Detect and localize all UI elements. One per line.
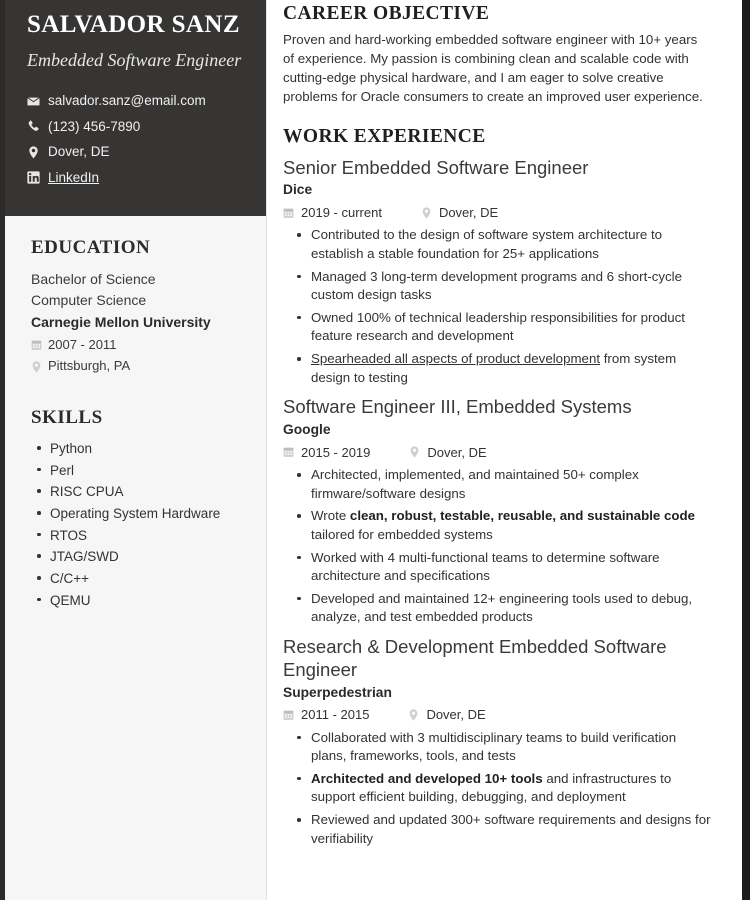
job-bullet-list	[283, 729, 712, 849]
job-bullet	[283, 590, 712, 627]
location-pin-icon	[421, 207, 432, 219]
bullet-text-normal: Reviewed and updated 300+ software requirements and designs for verifiability	[311, 812, 711, 846]
linkedin-icon	[27, 171, 40, 184]
job-company: Google	[283, 422, 331, 437]
bullet-text-normal: tailored for embedded systems	[311, 526, 493, 542]
contact-row-envelope	[27, 91, 244, 111]
contact-text: (123) 456-7890	[48, 118, 141, 134]
jobs-container	[283, 157, 712, 849]
job-bullet	[283, 309, 712, 346]
job-bullet	[283, 268, 712, 305]
location-pin-icon	[31, 361, 42, 373]
education-field: Computer Science	[31, 292, 147, 309]
contact-row-phone	[27, 117, 244, 137]
skill-item: RTOS	[31, 526, 244, 545]
job-bullet	[283, 811, 712, 848]
job-bullet	[283, 770, 712, 807]
contact-row-linkedin[interactable]	[27, 168, 244, 188]
main-content	[268, 0, 742, 900]
skills-list	[31, 439, 244, 610]
contact-text: Dover, DE	[48, 144, 110, 160]
right-edge-strip	[742, 0, 750, 900]
job-meta-row	[283, 203, 712, 223]
bullet-text-normal: Managed 3 long-term development programs and 6 short-cycle custom design tasks	[311, 268, 683, 303]
job-entry	[283, 396, 712, 627]
envelope-icon	[27, 95, 40, 108]
bullet-text-bold: clean, robust, testable, reusable, and sustainable code	[349, 508, 696, 524]
job-bullet-list	[283, 466, 712, 627]
education-school: Carnegie Mellon University	[31, 313, 211, 330]
skill-item: Perl	[31, 461, 244, 480]
job-bullet	[283, 507, 712, 544]
job-dates: 2011 - 2015	[301, 707, 370, 723]
contact-text[interactable]: LinkedIn	[48, 169, 100, 185]
job-company: Dice	[283, 182, 313, 198]
calendar-icon	[31, 339, 42, 351]
job-bullet	[283, 226, 712, 263]
job-company: Superpedestrian	[283, 684, 392, 700]
phone-icon	[27, 120, 40, 133]
work-experience-heading: WORK EXPERIENCE	[283, 125, 486, 147]
location-pin-icon	[408, 709, 419, 721]
bullet-text-bold: Architected and developed 10+ tools	[311, 770, 543, 786]
bullet-text-normal: Owned 100% of technical leadership responsibilities for product feature research and development	[311, 309, 686, 344]
calendar-icon	[283, 709, 294, 721]
bullet-text-normal: Contributed to the design of software system architecture to establish a stable foundation for 25+ applications	[311, 227, 663, 261]
job-meta-row	[283, 705, 712, 725]
skills-heading: SKILLS	[31, 407, 103, 429]
skill-item: Python	[31, 439, 244, 458]
skill-item: JTAG/SWD	[31, 547, 244, 566]
skill-item: QEMU	[31, 591, 244, 610]
job-location: Dover, DE	[427, 444, 487, 460]
education-heading: EDUCATION	[31, 236, 151, 258]
job-meta-row	[283, 443, 712, 463]
job-bullet	[283, 549, 712, 586]
contact-text: salvador.sanz@email.com	[48, 93, 206, 109]
education-dates: 2007 - 2011	[48, 336, 117, 352]
contact-list	[27, 91, 244, 187]
education-location: Pittsburgh, PA	[48, 358, 131, 374]
bullet-text-normal: from system design to testing	[311, 351, 677, 385]
job-entry	[283, 636, 712, 848]
candidate-name: SALVADOR SANZ	[27, 11, 240, 38]
candidate-title: Embedded Software Engineer	[27, 49, 242, 70]
location-pin-icon	[409, 446, 420, 458]
bullet-text-normal: Worked with 4 multi-functional teams to determine software architecture and specifications	[311, 549, 660, 584]
bullet-text-normal: Wrote	[311, 508, 350, 524]
education-location-row	[31, 356, 244, 377]
job-dates: 2015 - 2019	[301, 444, 371, 460]
job-dates: 2019 - current	[301, 204, 382, 220]
sidebar-body	[5, 216, 266, 610]
job-entry	[283, 157, 712, 388]
job-bullet	[283, 350, 712, 387]
job-bullet	[283, 466, 712, 503]
job-bullet	[283, 729, 712, 766]
skill-item: C/C++	[31, 569, 244, 588]
skill-item: RISC CPUA	[31, 482, 244, 501]
contact-row-location-pin	[27, 142, 244, 162]
job-bullet-list	[283, 226, 712, 387]
objective-text: Proven and hard-working embedded software engineer with 10+ years of experience. My passion is combining clean and scalable code with cutting-edge physical hardware, and I am eager to solve creative problems for Oracle consumers to create an improved user experience.	[283, 32, 703, 104]
calendar-icon	[283, 446, 294, 458]
job-location: Dover, DE	[426, 707, 486, 723]
sidebar	[5, 0, 267, 900]
job-location: Dover, DE	[438, 204, 499, 220]
bullet-text-normal: and infrastructures to support efficient building, debugging, and deployment	[311, 770, 672, 805]
sidebar-header-panel	[5, 0, 266, 216]
bullet-text-normal: Architected, implemented, and maintained 50+ complex firmware/software designs	[311, 467, 639, 501]
job-role: Research & Development Embedded Software Engineer	[283, 636, 667, 680]
job-role: Software Engineer III, Embedded Systems	[283, 396, 632, 418]
calendar-icon	[283, 207, 294, 219]
job-role: Senior Embedded Software Engineer	[283, 156, 589, 178]
bullet-text-normal: Collaborated with 3 multidisciplinary teams to build verification plans, frameworks, tools, and tests	[311, 729, 677, 764]
objective-heading: CAREER OBJECTIVE	[283, 3, 490, 24]
bullet-text-underline: Spearheaded all aspects of product development	[311, 351, 601, 367]
education-degree: Bachelor of Science	[31, 270, 156, 287]
location-pin-icon	[27, 146, 40, 159]
bullet-text-normal: Developed and maintained 12+ engineering tools used to debug, analyze, and test embedded products	[311, 590, 693, 625]
skill-item: Operating System Hardware	[31, 504, 244, 523]
education-dates-row	[31, 335, 244, 356]
